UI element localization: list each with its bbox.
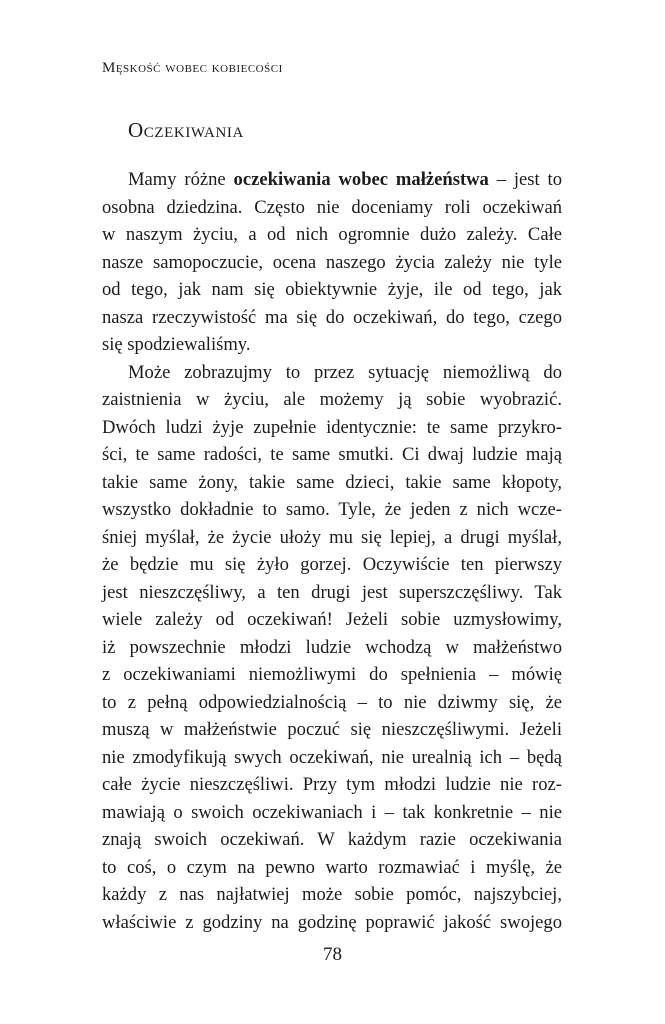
paragraph-line: nasze samopoczucie, ocena naszego życia zależy nie tyle bbox=[102, 251, 562, 273]
paragraph-line: całe życie nieszczęśliwi. Przy tym młodzi ludzie nie roz- bbox=[102, 774, 562, 795]
paragraph-line: takie same żony, takie same dzieci, takie same kłopoty, bbox=[102, 471, 562, 493]
section-title: Oczekiwania bbox=[128, 118, 244, 142]
paragraph-line: osobna dziedzina. Często nie doceniamy roli oczekiwań bbox=[102, 196, 562, 218]
paragraph-line: to coś, o czym na pewno warto rozmawiać i myślę, że bbox=[102, 856, 562, 878]
bold-phrase: oczekiwania wobec małżeństwa bbox=[233, 169, 489, 190]
text-run: Mamy różne bbox=[128, 169, 234, 190]
paragraph-line: z oczekiwaniami niemożliwymi do spełnienia – mówię bbox=[102, 664, 562, 685]
page-number: 78 bbox=[323, 944, 342, 965]
paragraph-line: nasza rzeczywistość ma się do oczekiwań, do tego, czego bbox=[102, 306, 562, 328]
paragraph-line: że będzie mu się żyło gorzej. Oczywiście ten pierwszy bbox=[102, 554, 562, 575]
paragraph-line: śniej myślał, że życie ułoży mu się lepiej, a drugi myślał, bbox=[102, 526, 562, 548]
paragraph-line: Może zobrazujmy to przez sytuację niemożliwą do bbox=[128, 361, 562, 383]
paragraph-line: od tego, jak nam się obiektywnie żyje, ile od tego, jak bbox=[102, 279, 562, 300]
paragraph-line: każdy z nas najłatwiej może sobie pomóc, najszybciej, bbox=[102, 884, 562, 905]
paragraph-line: to z pełną odpowiedzialnością – to nie dziwmy się, że bbox=[102, 691, 562, 713]
paragraph-line bbox=[128, 166, 562, 194]
paragraph-line: Dwóch ludzi żyje zupełnie identycznie: te same przykro- bbox=[102, 416, 562, 438]
running-header: Męskość wobec kobiecości bbox=[102, 60, 283, 76]
paragraph-line: nie zmodyfikują swych oczekiwań, nie urealnią ich – będą bbox=[102, 746, 562, 768]
paragraph-line: zaistnienia w życiu, ale możemy ją sobie wyobrazić. bbox=[102, 389, 562, 410]
paragraph-line: mawiają o swoich oczekiwaniach i – tak konkretnie – nie bbox=[102, 801, 562, 823]
paragraph-line: wiele zależy od oczekiwań! Jeżeli sobie uzmysłowimy, bbox=[102, 609, 562, 630]
paragraph-line: wszystko dokładnie to samo. Tyle, że jeden z nich wcze- bbox=[102, 499, 562, 520]
paragraph-line: muszą w małżeństwie poczuć się nieszczęśliwymi. Jeżeli bbox=[102, 719, 562, 740]
paragraph-line: się spodziewaliśmy. bbox=[102, 334, 251, 355]
paragraph-line: jest nieszczęśliwy, a ten drugi jest superszczęśliwy. Tak bbox=[102, 581, 562, 603]
paragraph-line: właściwie z godziny na godzinę poprawić jakość swojego bbox=[102, 911, 562, 933]
paragraph-line: ści, te same radości, te same smutki. Ci dwaj ludzie mają bbox=[102, 444, 562, 465]
paragraph-line: w naszym życiu, a od nich ogromnie dużo zależy. Całe bbox=[102, 224, 562, 245]
paragraph-line: iż powszechnie młodzi ludzie wchodzą w małżeństwo bbox=[102, 636, 562, 658]
text-run: – jest to bbox=[488, 169, 562, 190]
paragraph-line: znają swoich oczekiwań. W każdym razie oczekiwania bbox=[102, 829, 562, 850]
